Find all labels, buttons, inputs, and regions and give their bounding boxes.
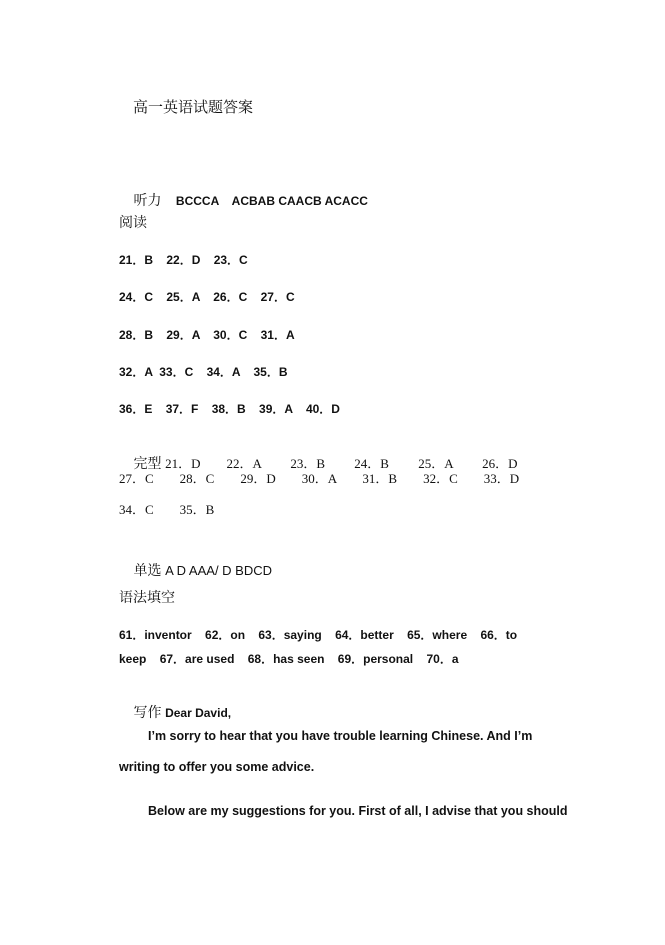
reading-row: 21．B 22．D 23．C (119, 253, 248, 267)
listening-answers: BCCCA ACBAB CAACB ACACC (175, 194, 368, 208)
cloze-row: 27．C 28．C 29．D 30．A 31．B 32．C 33．D (119, 471, 520, 486)
cloze-label: 完型 (133, 455, 162, 471)
grammar-row: keep 67．are used 68．has seen 69．personal 70．a (119, 652, 459, 666)
reading-row: 28．B 29．A 30．C 31．A (119, 328, 295, 342)
single-choice-label: 单选 (133, 562, 162, 578)
single-choice-answers: A D AAA/ D BDCD (165, 563, 272, 578)
writing-paragraph-line: Below are my suggestions for you. First of all, I advise that you should (148, 804, 568, 818)
cloze-row: 34．C 35．B (119, 502, 215, 517)
reading-label: 阅读 (119, 214, 147, 230)
page-title: 高一英语试题答案 (133, 99, 254, 116)
writing-salutation: Dear David, (165, 706, 232, 720)
listening-label: 听力 (133, 192, 162, 208)
reading-row: 32．A 33．C 34．A 35．B (119, 365, 288, 379)
grammar-row: 61．inventor 62．on 63．saying 64．better 65．where 66．to (119, 628, 518, 642)
writing-paragraph-line: writing to offer you some advice. (119, 760, 315, 774)
listening-section (119, 176, 368, 225)
reading-row: 36．E 37．F 38．B 39．A 40．D (119, 402, 340, 416)
grammar-label: 语法填空 (119, 589, 175, 605)
writing-paragraph-line: I’m sorry to hear that you have trouble learning Chinese. And I’m (148, 729, 533, 743)
writing-label: 写作 (133, 704, 162, 720)
single-choice-section (119, 546, 272, 595)
reading-row: 24．C 25．A 26．C 27．C (119, 290, 295, 304)
cloze-row: 21．D 22．A 23．B 24．B 25．A 26．D (165, 456, 518, 471)
